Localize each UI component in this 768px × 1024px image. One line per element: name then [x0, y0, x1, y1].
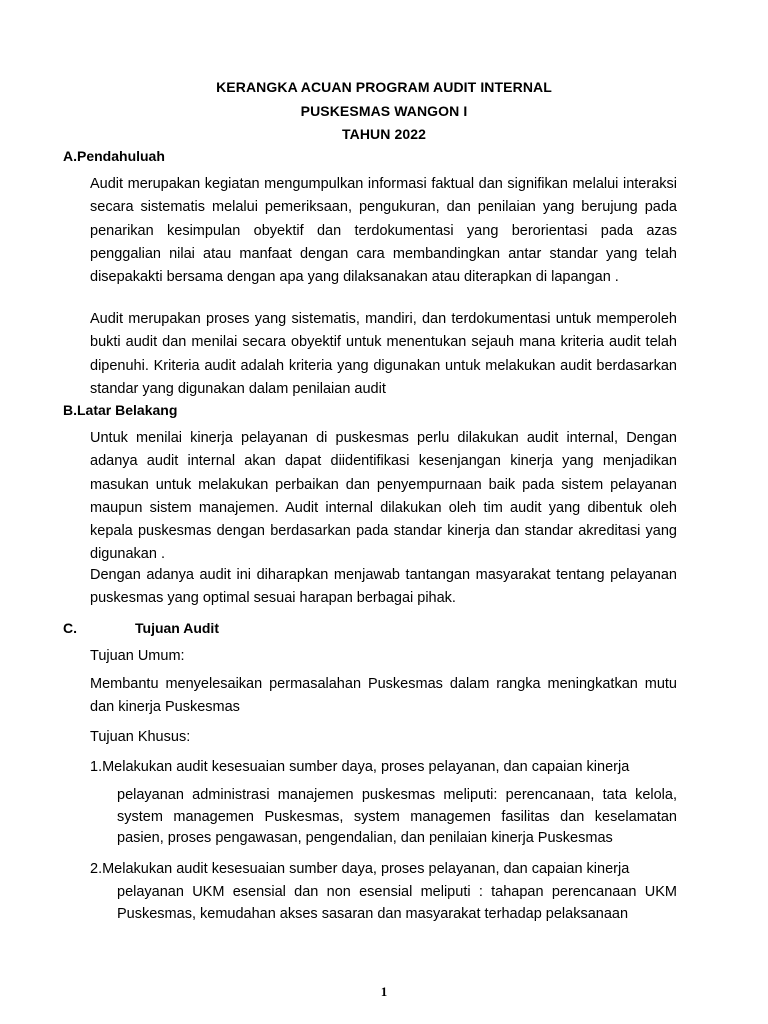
document-title-line-2: PUSKESMAS WANGON I	[300, 103, 468, 119]
section-b-heading: B.Latar Belakang	[63, 402, 178, 418]
section-c-label: C.	[63, 620, 77, 636]
section-c-heading: Tujuan Audit	[135, 620, 219, 636]
section-a-paragraph-1: Audit merupakan kegiatan mengumpulkan informasi faktual dan signifikan melalui interaksi secara sistematis melalui pemeriksaan, pengukuran, dan penilaian yang berujung pada penarikan kesimpulan obyektif dan terdokumentasi yang berorientasi pada azas penggalian nilai atau manfaat dengan cara membandingkan antar standar yang telah disepakakti bersama dengan apa yang dilaksanakan atau diterapkan di lapangan .	[90, 176, 677, 286]
tujuan-umum-text: Membantu menyelesaikan permasalahan Puskesmas dalam rangka meningkatkan mutu dan kinerja Puskesmas	[90, 676, 677, 716]
tujuan-khusus-item-1-rest: pelayanan administrasi manajemen puskesmas meliputi: perencanaan, tata kelola, system managemen Puskesmas, system managemen fasilitas dan keselamatan pasien, proses pengawasan, pengendalian, dan penilaian kinerja Puskesmas	[117, 787, 677, 846]
section-a-paragraph-2: Audit merupakan proses yang sistematis, mandiri, dan terdokumentasi untuk memperoleh bukti audit dan menilai secara obyektif untuk menentukan sejauh mana kriteria audit telah dipenuhi. Kriteria audit adalah kriteria yang digunakan untuk melakukan audit berdasarkan standar yang digunakan dalam penilaian audit	[90, 311, 677, 397]
tujuan-khusus-label: Tujuan Khusus:	[90, 729, 191, 745]
page-number: 1	[380, 984, 388, 999]
section-a-heading: A.Pendahuluah	[63, 148, 165, 164]
section-b-paragraph-1: Untuk menilai kinerja pelayanan di puskesmas perlu dilakukan audit internal, Dengan adanya audit internal akan dapat diidentifikasi kesenjangan kinerja yang menjadikan masukan untuk melakukan perbaikan dan penyempurnaan baik pada sistem pelayanan maupun sistem manajemen. Audit internal dilakukan oleh tim audit yang dibentuk oleh kepala puskesmas dengan berdasarkan pada standar kinerja dan standar akreditasi yang digunakan .	[90, 430, 677, 563]
tujuan-umum-label: Tujuan Umum:	[90, 648, 185, 664]
document-title-line-3: TAHUN 2022	[342, 126, 426, 142]
section-b-paragraph-2: Dengan adanya audit ini diharapkan menjawab tantangan masyarakat tentang pelayanan puskesmas yang optimal sesuai harapan berbagai pihak.	[90, 567, 677, 607]
tujuan-khusus-item-1-first-line: 1.Melakukan audit kesesuaian sumber daya, proses pelayanan, dan capaian kinerja	[90, 759, 630, 775]
tujuan-khusus-item-2-first-line: 2.Melakukan audit kesesuaian sumber daya, proses pelayanan, dan capaian kinerja	[90, 861, 630, 877]
tujuan-khusus-item-2-rest: pelayanan UKM esensial dan non esensial meliputi : tahapan perencanaan UKM Puskesmas, kemudahan akses sasaran dan masyarakat terhadap pelaksanaan	[117, 884, 677, 922]
document-title-line-1: KERANGKA ACUAN PROGRAM AUDIT INTERNAL	[216, 79, 552, 95]
